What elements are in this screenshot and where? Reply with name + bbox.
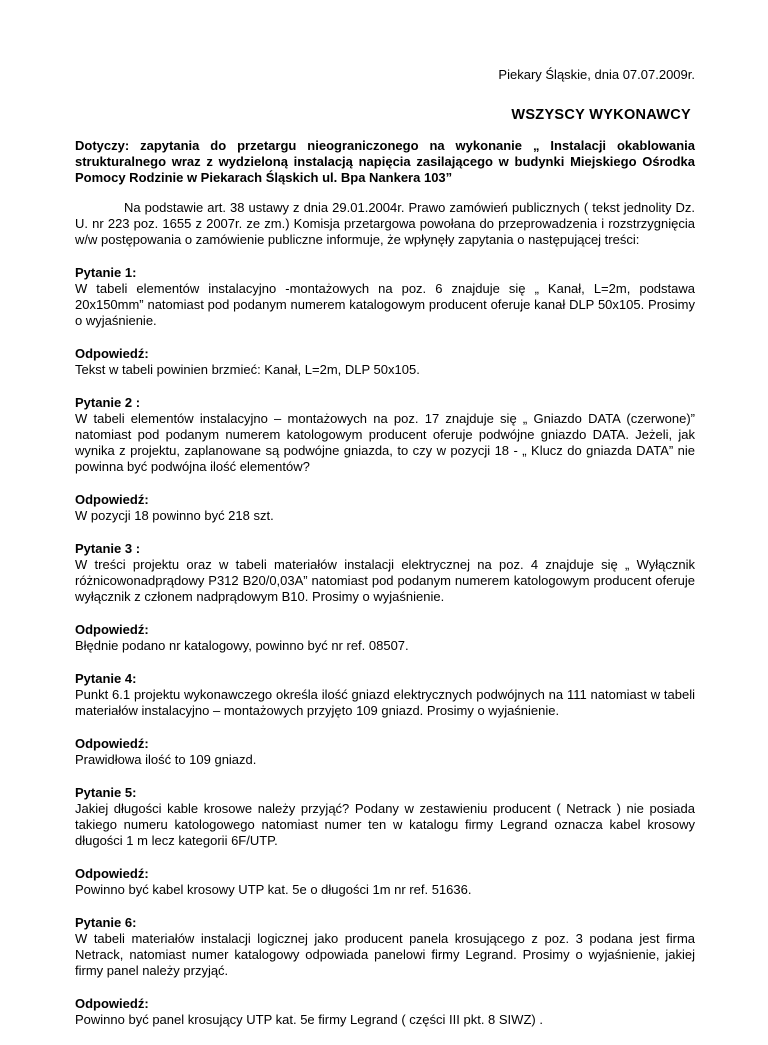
answer-label: Odpowiedź:: [75, 346, 149, 361]
question-text: Jakiej długości kable krosowe należy przyjąć? Podany w zestawieniu producent ( Netrack ) nie posiada takiego numeru katologowego natomiast numer ten w katalogu firmy Legrand oznacza kabel krosowy długości 1 m lecz kategorii 6F/UTP.: [75, 801, 695, 848]
answer-text: Błędnie podano nr katalogowy, powinno być nr ref. 08507.: [75, 638, 409, 653]
question-label: Pytanie 1:: [75, 265, 137, 280]
answer-1: [75, 346, 695, 378]
question-2: [75, 395, 695, 475]
question-1: [75, 265, 695, 329]
question-text: W tabeli materiałów instalacji logicznej jako producent panela krosującego z poz. 3 podana jest firma Netrack, natomiast numer katalogowy odpowiada panelowi firmy Legrand. Prosimy o wyjaśnienie, jakiej firmy panel należy przyjąć.: [75, 931, 695, 978]
question-label: Pytanie 6:: [75, 915, 137, 930]
question-5: [75, 785, 695, 849]
answer-text: Prawidłowa ilość to 109 gniazd.: [75, 752, 257, 767]
subject-line: Dotyczy: zapytania do przetargu nieograniczonego na wykonanie „ Instalacji okablowania strukturalnego wraz z wydzieloną instalacją napięcia zasilającego w budynki Miejskiego Ośrodka Pomocy Rodzinie w Piekarach Śląskich ul. Bpa Nankera 103”: [75, 138, 695, 185]
answer-label: Odpowiedź:: [75, 996, 149, 1011]
answer-label: Odpowiedź:: [75, 736, 149, 751]
answer-text: Tekst w tabeli powinien brzmieć: Kanał, L=2m, DLP 50x105.: [75, 362, 420, 377]
answer-label: Odpowiedź:: [75, 492, 149, 507]
question-4: [75, 671, 695, 719]
question-text: Punkt 6.1 projektu wykonawczego określa ilość gniazd elektrycznych podwójnych na 111 natomiast w tabeli materiałów instalacyjno – montażowych przyjęto 109 gniazd. Prosimy o wyjaśnienie.: [75, 687, 695, 718]
question-label: Pytanie 3 :: [75, 541, 141, 556]
answer-4: [75, 736, 695, 768]
answer-2: [75, 492, 695, 524]
answer-6: [75, 996, 695, 1028]
answer-text: Powinno być panel krosujący UTP kat. 5e firmy Legrand ( części III pkt. 8 SIWZ) .: [75, 1012, 543, 1027]
question-label: Pytanie 5:: [75, 785, 137, 800]
question-text: W tabeli elementów instalacyjno -montażowych na poz. 6 znajduje się „ Kanał, L=2m, podstawa 20x150mm” natomiast pod podanym numerem katalogowym producent oferuje kanał DLP 50x105. Prosimy o wyjaśnienie.: [75, 281, 695, 328]
question-text: W treści projektu oraz w tabeli materiałów instalacji elektrycznej na poz. 4 znajduje się „ Wyłącznik różnicowonadprądowy P312 B20/0,03A” natomiast pod podanym numerem katologowym producent oferuje wyłącznik z członem nadprądowym B10. Prosimy o wyjaśnienie.: [75, 557, 695, 604]
document-page: [75, 0, 695, 1027]
intro-paragraph: Na podstawie art. 38 ustawy z dnia 29.01.2004r. Prawo zamówień publicznych ( tekst jednolity Dz. U. nr 223 poz. 1655 z 2007r. ze zm.) Komisja przetargowa powołana do przeprowadzenia i rozstrzygnięcia w/w postępowania o zamówienie publiczne informuje, że wpłynęły zapytania o następującej treści:: [75, 200, 695, 247]
answer-text: W pozycji 18 powinno być 218 szt.: [75, 508, 274, 523]
question-6: [75, 915, 695, 979]
question-label: Pytanie 2 :: [75, 395, 141, 410]
question-3: [75, 541, 695, 605]
question-label: Pytanie 4:: [75, 671, 137, 686]
document-body: [75, 138, 695, 1045]
answer-label: Odpowiedź:: [75, 622, 149, 637]
answer-text: Powinno być kabel krosowy UTP kat. 5e o długości 1m nr ref. 51636.: [75, 882, 472, 897]
answer-3: [75, 622, 695, 654]
addressee-heading: WSZYSCY WYKONAWCY: [511, 107, 691, 123]
answer-5: [75, 866, 695, 898]
place-date: Piekary Śląskie, dnia 07.07.2009r.: [498, 67, 695, 82]
answer-label: Odpowiedź:: [75, 866, 149, 881]
question-text: W tabeli elementów instalacyjno – montażowych na poz. 17 znajduje się „ Gniazdo DATA (czerwone)” natomiast pod podanym numerem katologowym producent oferuje podwójne gniazdo DATA. Jeżeli, jak wynika z projektu, zaplanowane są podwójne gniazda, to czy w pozycji 18 - „ Klucz do gniazda DATA” nie powinna być podwójna ilość elementów?: [75, 411, 695, 474]
